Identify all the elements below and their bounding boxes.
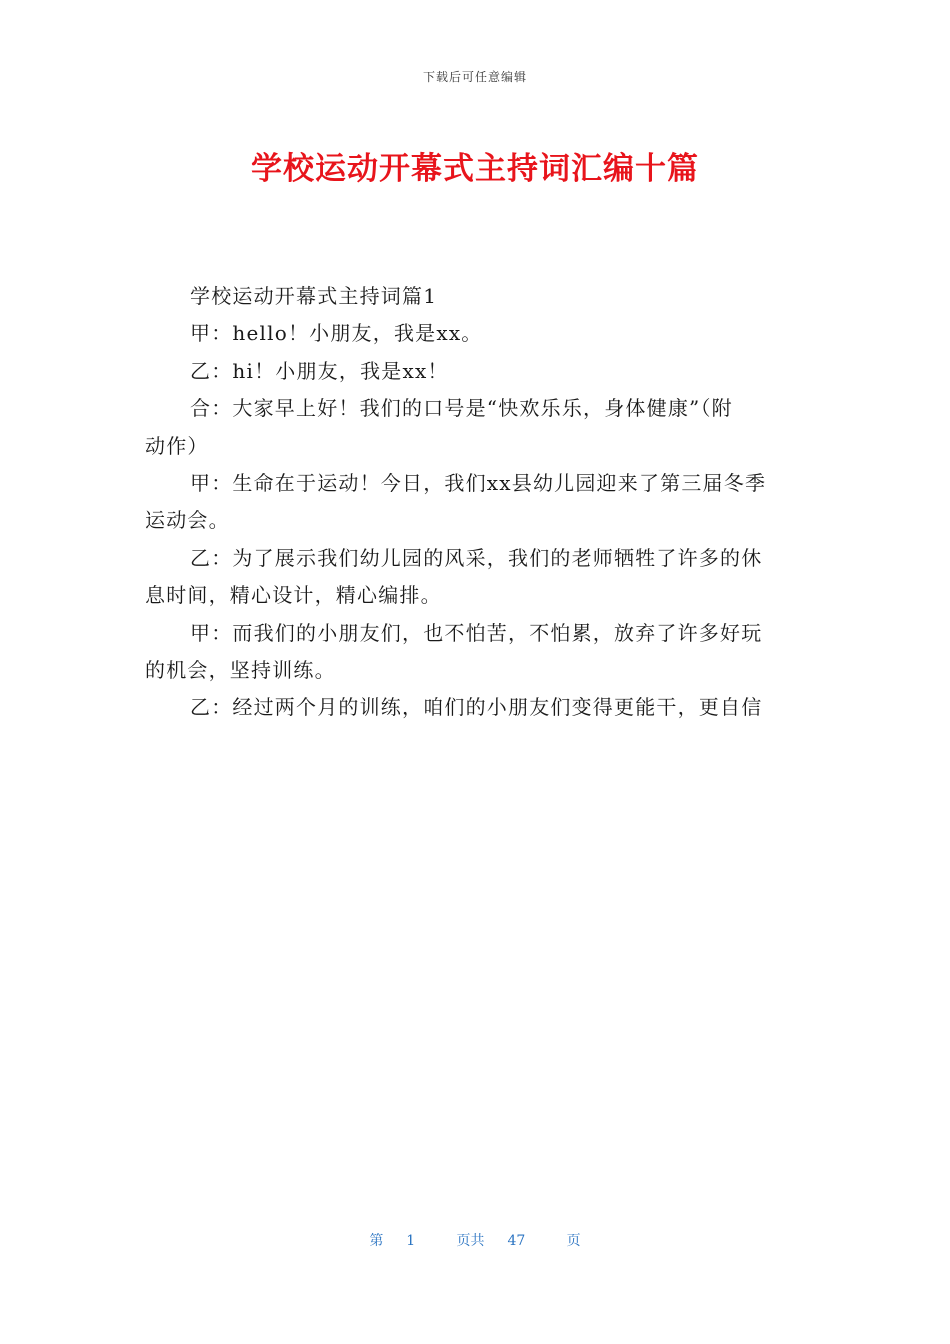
paragraph-line: 乙：经过两个月的训练，咱们的小朋友们变得更能干，更自信	[190, 695, 763, 720]
footer-page-number: 1	[406, 1233, 416, 1249]
paragraph-line: 乙：为了展示我们幼儿园的风采，我们的老师牺牲了许多的休	[190, 545, 763, 570]
footer-total-pages: 47	[507, 1233, 526, 1249]
paragraph-line: 甲：生命在于运动！今日，我们xx县幼儿园迎来了第三届冬季	[190, 470, 767, 495]
paragraph-line: 动作）	[145, 433, 209, 458]
header-note: 下载后可任意编辑	[422, 70, 527, 84]
document-body	[145, 278, 805, 727]
paragraph-line: 甲：而我们的小朋友们，也不怕苦，不怕累，放弃了许多好玩	[190, 620, 763, 645]
paragraph-line: 运动会。	[145, 508, 230, 533]
document-title: 学校运动开幕式主持词汇编十篇	[251, 151, 699, 187]
footer-mid: 页共	[456, 1233, 485, 1249]
footer-prefix: 第	[369, 1233, 384, 1249]
footer-suffix: 页	[566, 1233, 581, 1249]
paragraph-line: 息时间，精心设计，精心编排。	[145, 583, 442, 608]
paragraph-line: 的机会，坚持训练。	[145, 657, 336, 682]
paragraph-line: 合：大家早上好！我们的口号是“快欢乐乐，身体健康”（附	[190, 396, 733, 421]
paragraph-line: 学校运动开幕式主持词篇1	[190, 284, 438, 308]
page-footer	[0, 1230, 950, 1250]
paragraph-line: 乙：hi！小朋友，我是xx！	[190, 358, 449, 383]
paragraph-line: 甲：hello！小朋友，我是xx。	[190, 321, 483, 346]
